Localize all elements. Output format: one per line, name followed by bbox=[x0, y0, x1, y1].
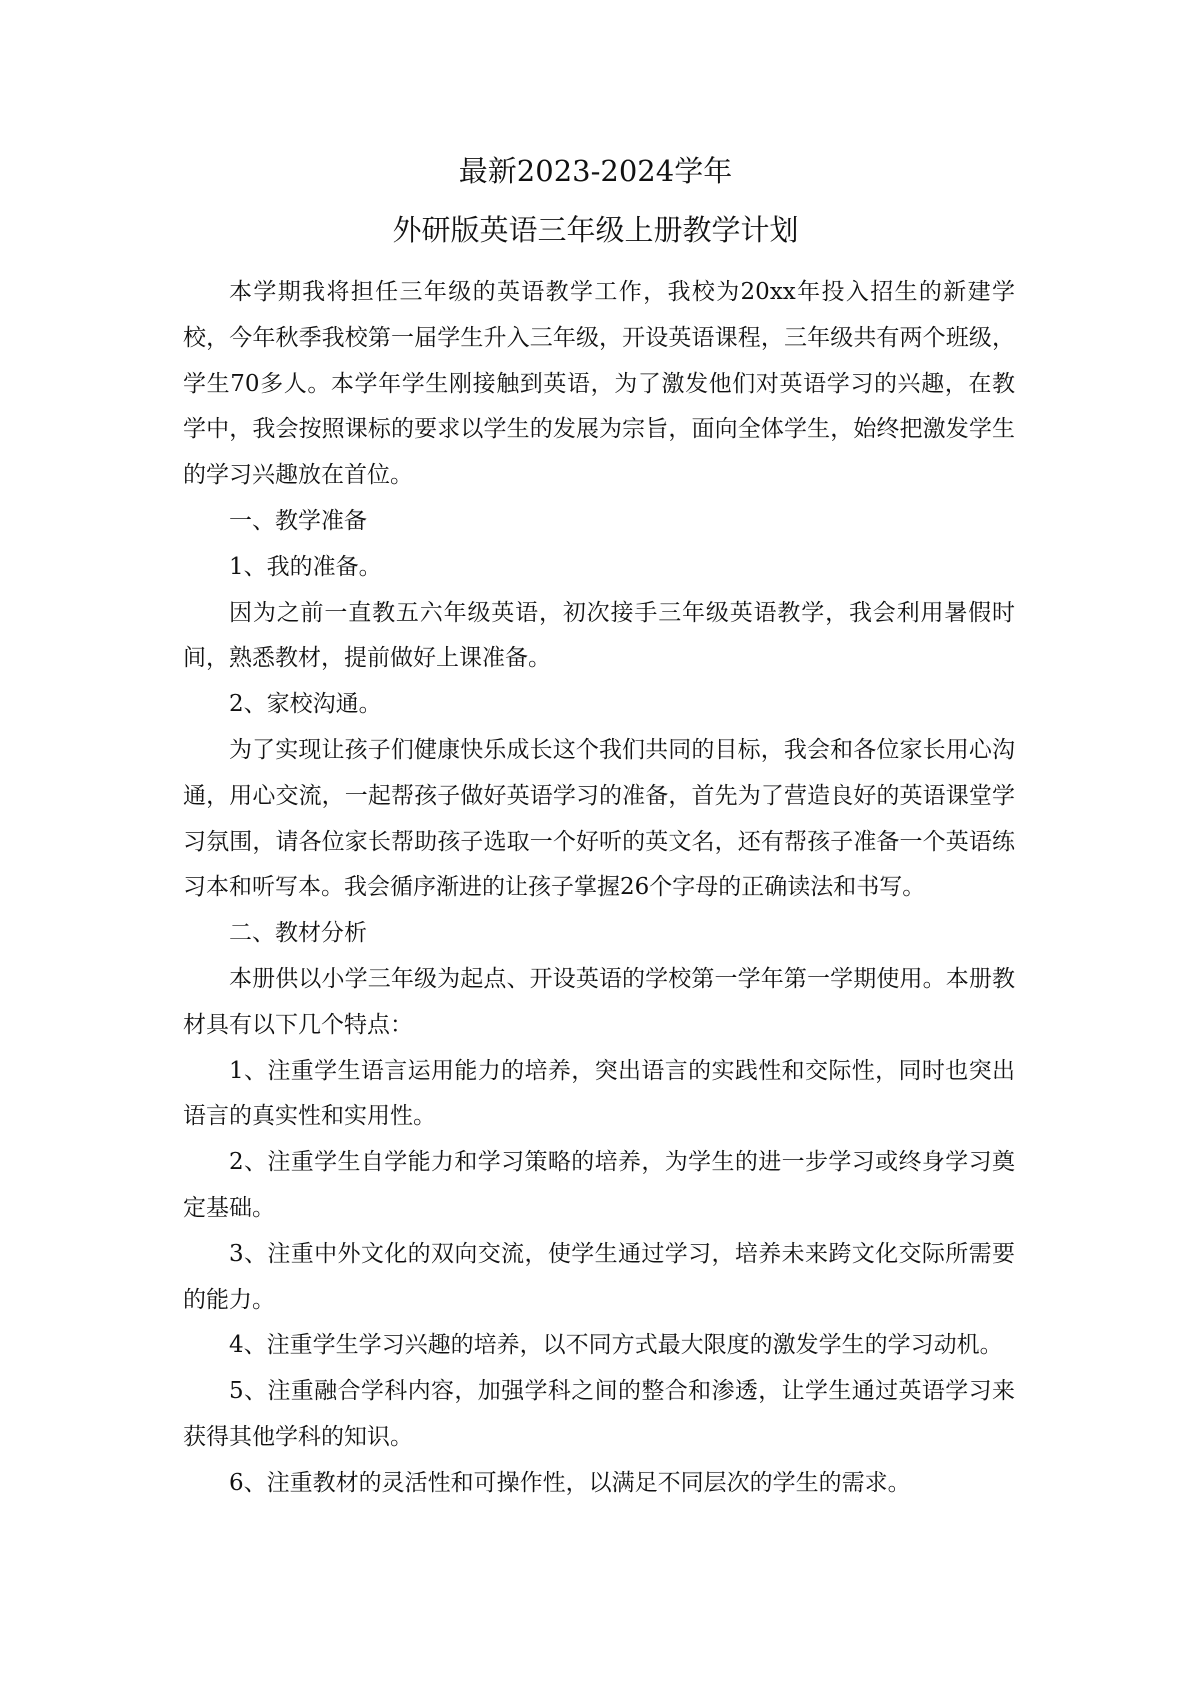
subheading-my-preparation: 1、我的准备。 bbox=[229, 553, 382, 580]
document-title: 最新2023-2024学年 bbox=[458, 154, 733, 188]
feature-item-4: 4、注重学生学习兴趣的培养，以不同方式最大限度的激发学生的学习动机。 bbox=[229, 1332, 1003, 1359]
paragraph-textbook-intro: 本册供以小学三年级为起点、开设英语的学校第一学年第一学期使用。本册教材具有以下几个特点： bbox=[183, 965, 1015, 1038]
intro-paragraph: 本学期我将担任三年级的英语教学工作，我校为20xx年投入招生的新建学校，今年秋季我校第一届学生升入三年级，开设英语课程，三年级共有两个班级，学生70多人。本学年学生刚接触到英语，为了激发他们对英语学习的兴趣，在教学中，我会按照课标的要求以学生的发展为宗旨，面向全体学生，始终把激发学生的学习兴趣放在首位。 bbox=[183, 279, 1015, 489]
feature-item-2: 2、注重学生自学能力和学习策略的培养，为学生的进一步学习或终身学习奠定基础。 bbox=[183, 1149, 1015, 1221]
feature-item-6: 6、注重教材的灵活性和可操作性，以满足不同层次的学生的需求。 bbox=[229, 1469, 911, 1496]
paragraph-my-preparation: 因为之前一直教五六年级英语，初次接手三年级英语教学，我会利用暑假时间，熟悉教材，提前做好上课准备。 bbox=[183, 599, 1015, 672]
feature-item-1: 1、注重学生语言运用能力的培养，突出语言的实践性和交际性，同时也突出语言的真实性和实用性。 bbox=[183, 1057, 1015, 1130]
document-body bbox=[183, 270, 1015, 1507]
feature-item-3: 3、注重中外文化的双向交流，使学生通过学习，培养未来跨文化交际所需要的能力。 bbox=[183, 1240, 1015, 1313]
document-subtitle: 外研版英语三年级上册教学计划 bbox=[392, 213, 799, 247]
section-heading-preparation: 一、教学准备 bbox=[229, 507, 367, 534]
paragraph-home-school: 为了实现让孩子们健康快乐成长这个我们共同的目标，我会和各位家长用心沟通，用心交流，一起帮孩子做好英语学习的准备，首先为了营造良好的英语课堂学习氛围，请各位家长帮助孩子选取一个好听的英文名，还有帮孩子准备一个英语练习本和听写本。我会循序渐进的让孩子掌握26个字母的正确读法和书写。 bbox=[183, 736, 1015, 901]
section-heading-textbook-analysis: 二、教材分析 bbox=[229, 920, 367, 947]
subheading-home-school: 2、家校沟通。 bbox=[229, 691, 382, 718]
feature-item-5: 5、注重融合学科内容，加强学科之间的整合和渗透，让学生通过英语学习来获得其他学科的知识。 bbox=[183, 1378, 1015, 1450]
